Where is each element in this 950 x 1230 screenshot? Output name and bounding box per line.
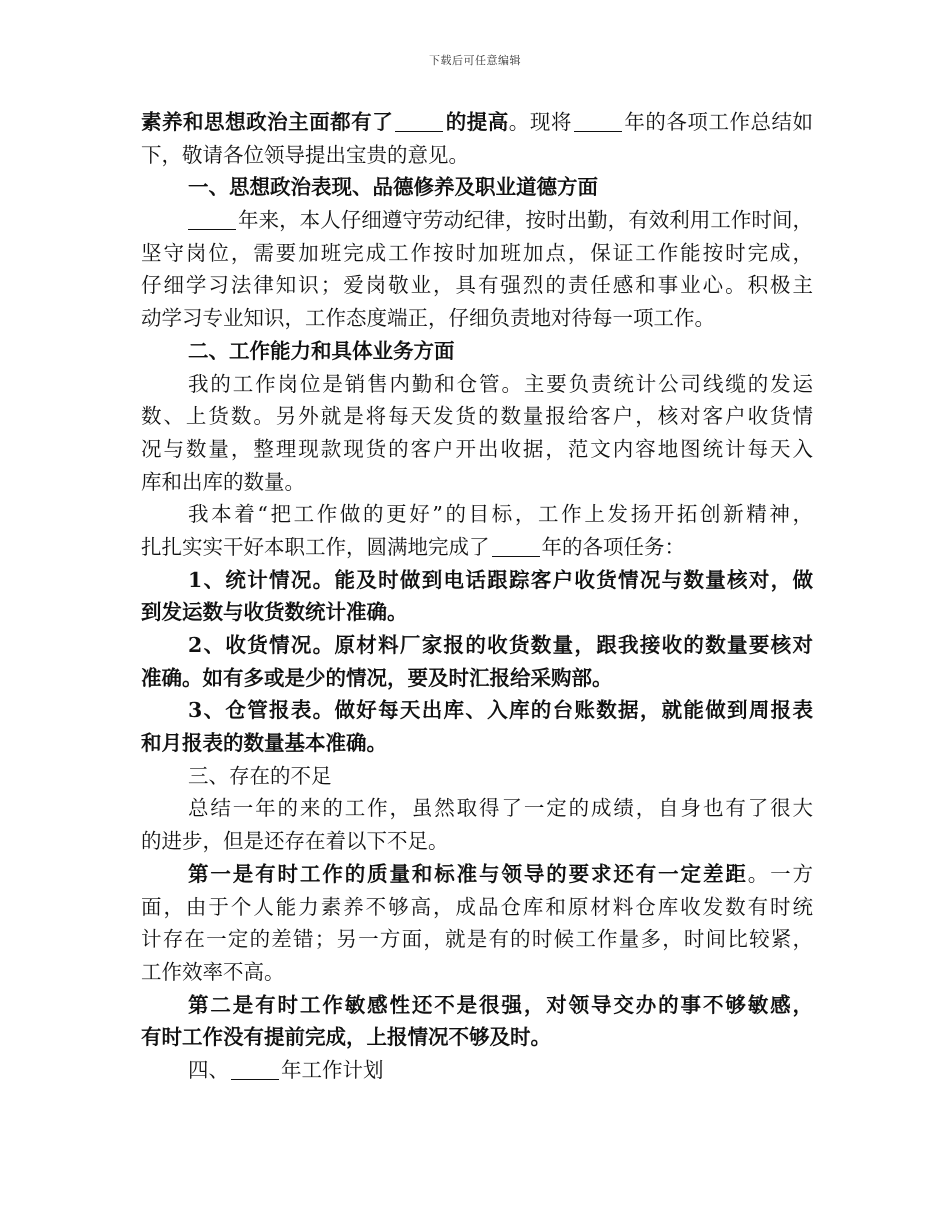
text: 。现将 xyxy=(508,110,572,134)
text-line: 的进步，但是还存在着以下不足。 xyxy=(141,829,449,854)
bold-text: 第一是有时工作的质量和标准与领导的要求还有一定差距 xyxy=(188,861,748,886)
text-line xyxy=(141,106,813,139)
blank-underline xyxy=(395,111,443,133)
text-line: 工作效率不高。 xyxy=(141,959,285,984)
list-item-line: 1、统计情况。能及时做到电话跟踪客户收货情况与数量核对，做 xyxy=(188,567,813,592)
section-heading: 三、存在的不足 xyxy=(188,763,332,788)
document-body xyxy=(141,106,813,1087)
text-line: 坚守岗位，需要加班完成工作按时加班加点，保证工作能按时完成， xyxy=(141,240,813,265)
text-line: 总结一年的来的工作，虽然取得了一定的成绩，自身也有了很大 xyxy=(188,796,813,821)
text-line: 库和出库的数量。 xyxy=(141,469,305,494)
section-heading xyxy=(141,1054,813,1087)
text-line: 我本着“把工作做的更好”的目标，工作上发扬开拓创新精神， xyxy=(188,502,813,527)
text-line: 动学习专业知识，工作态度端正，仔细负责地对待每一项工作。 xyxy=(141,306,715,331)
list-item-line: 和月报表的数量基本准确。 xyxy=(141,731,387,756)
blank-underline xyxy=(492,535,540,557)
text: 四、 xyxy=(188,1057,229,1082)
text-line: 仔细学习法律知识；爱岗敬业，具有强烈的责任感和事业心。积极主 xyxy=(141,273,813,298)
text-line: 下，敬请各位领导提出宝贵的意见。 xyxy=(141,142,469,167)
text-line: 况与数量，整理现款现货的客户开出收据，范文内容地图统计每天入 xyxy=(141,436,813,461)
text-line: 我的工作岗位是销售内勤和仓管。主要负责统计公司线缆的发运 xyxy=(188,371,813,396)
list-item-line: 到发运数与收货数统计准确。 xyxy=(141,600,408,625)
text: 年的各项任务： xyxy=(541,534,685,559)
text: 年的各项工作总结如 xyxy=(623,110,814,134)
text: 扎扎实实干好本职工作，圆满地完成了 xyxy=(141,534,490,559)
text-line xyxy=(141,204,813,237)
text-line: 有时工作没有提前完成，上报情况不够及时。 xyxy=(141,1025,551,1050)
list-item-line: 准确。如有多或是少的情况，要及时汇报给采购部。 xyxy=(141,665,613,690)
text-line: 数、上货数。另外就是将每天发货的数量报给客户，核对客户收货情 xyxy=(141,404,813,429)
text: 年来，本人仔细遵守劳动纪律，按时出勤，有效利用工作时间， xyxy=(238,208,813,233)
bold-text: 素养和思想政治主面都有了 xyxy=(141,110,394,134)
list-item-line: 3、仓管报表。做好每天出库、入库的台账数据，就能做到周报表 xyxy=(188,698,813,723)
text: 。一方 xyxy=(747,861,814,886)
text-line xyxy=(141,531,813,564)
text-line: 面，由于个人能力素养不够高，成品仓库和原材料仓库收发数有时统 xyxy=(141,894,813,919)
text-line: 计存在一定的差错；另一方面，就是有的时候工作量多，时间比较紧， xyxy=(141,927,813,952)
blank-underline xyxy=(188,209,236,231)
text-line: 第二是有时工作敏感性还不是很强，对领导交办的事不够敏感， xyxy=(188,992,813,1017)
text: 年工作计划 xyxy=(281,1057,384,1082)
blank-underline xyxy=(231,1058,279,1080)
blank-underline xyxy=(574,111,622,133)
list-item-line: 2、收货情况。原材料厂家报的收货数量，跟我接收的数量要核对 xyxy=(188,633,813,657)
section-heading: 二、工作能力和具体业务方面 xyxy=(188,338,455,363)
section-heading: 一、思想政治表现、品德修养及职业道德方面 xyxy=(188,175,598,200)
text-line xyxy=(141,858,813,891)
bold-text: 的提高 xyxy=(445,110,509,134)
page-header-note: 下载后可任意编辑 xyxy=(429,54,521,67)
